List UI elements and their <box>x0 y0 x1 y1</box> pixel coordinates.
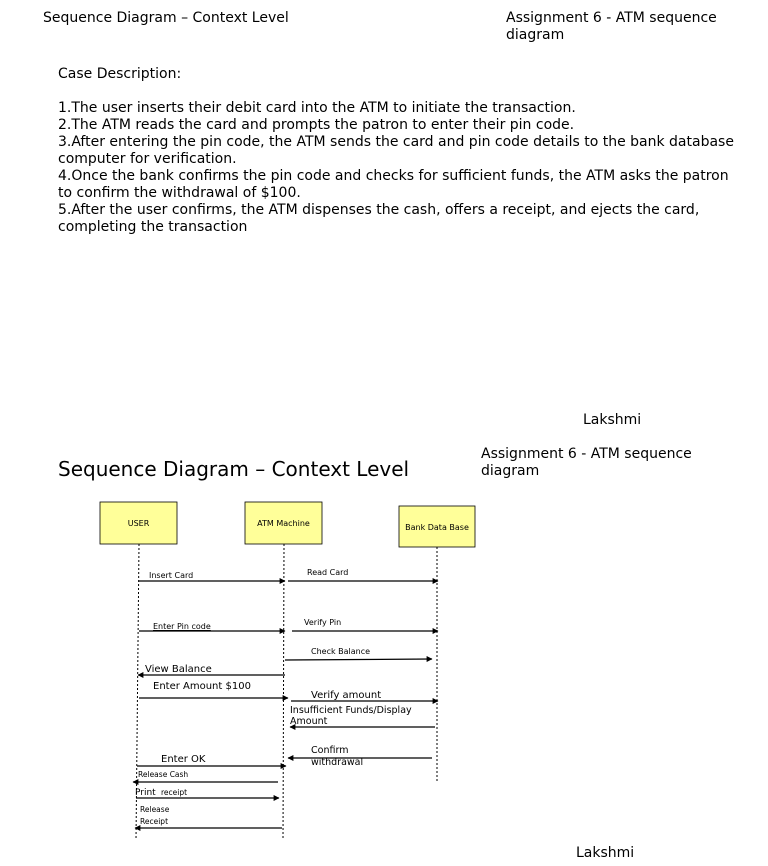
print-receipt-label-print: Print <box>135 788 156 798</box>
release-receipt-label-line1: Release <box>140 805 170 814</box>
view-balance-label: View Balance <box>145 664 212 675</box>
insufficient-funds-label-line1: Insufficient Funds/Display <box>290 705 412 716</box>
check-balance-label: Check Balance <box>311 647 371 656</box>
verify-pin-label: Verify Pin <box>304 618 342 627</box>
confirm-withdrawal-label-line1: Confirm <box>311 745 349 756</box>
release-cash-label: Release Cash <box>138 770 189 779</box>
case-step-2: 2.The ATM reads the card and prompts the patron to enter their pin code. <box>58 117 575 133</box>
atm-label: ATM Machine <box>257 519 310 528</box>
case-step-4: 4.Once the bank confirms the pin code and checks for sufficient funds, the ATM asks the patron to confirm the withdrawal of $100. <box>58 168 734 201</box>
confirm-withdrawal-label-line2: withdrawal <box>311 757 364 768</box>
enter-pin-label: Enter Pin code <box>153 622 211 631</box>
case-step-3: 3.After entering the pin code, the ATM sends the card and pin code details to the bank database computer for verification. <box>58 134 743 167</box>
verify-amount-label: Verify amount <box>311 690 382 701</box>
check-balance-arrow <box>285 659 432 660</box>
release-receipt-label-line2: Receipt <box>140 817 169 826</box>
insert-card-label: Insert Card <box>149 571 194 580</box>
insufficient-funds-label-line2: Amount <box>290 716 328 727</box>
case-step-1: 1.The user inserts their debit card into the ATM to initiate the transaction. <box>58 100 576 116</box>
slide2-title: Sequence Diagram – Context Level <box>58 457 410 481</box>
read-card-label: Read Card <box>307 568 349 577</box>
case-title: Case Description: <box>58 66 182 82</box>
bank-label: Bank Data Base <box>405 523 469 532</box>
atm-lifeline <box>283 544 284 840</box>
slide2-author: Lakshmi <box>576 845 635 861</box>
slide1-author: Lakshmi <box>583 412 642 428</box>
case-step-5: 5.After the user confirms, the ATM dispenses the cash, offers a receipt, and ejects the card, completing the transaction <box>58 202 704 235</box>
slide1-header-left: Sequence Diagram – Context Level <box>43 10 289 26</box>
print-receipt-label-receipt: receipt <box>161 788 188 797</box>
slide2-header-right: Assignment 6 - ATM sequence diagram <box>481 446 692 479</box>
user-label: USER <box>127 519 150 528</box>
enter-ok-label: Enter OK <box>161 754 206 765</box>
enter-amount-label: Enter Amount $100 <box>153 681 251 692</box>
slide1-header-right: Assignment 6 - ATM sequence diagram <box>506 10 717 43</box>
slide2-author-clipped-id <box>646 863 731 865</box>
